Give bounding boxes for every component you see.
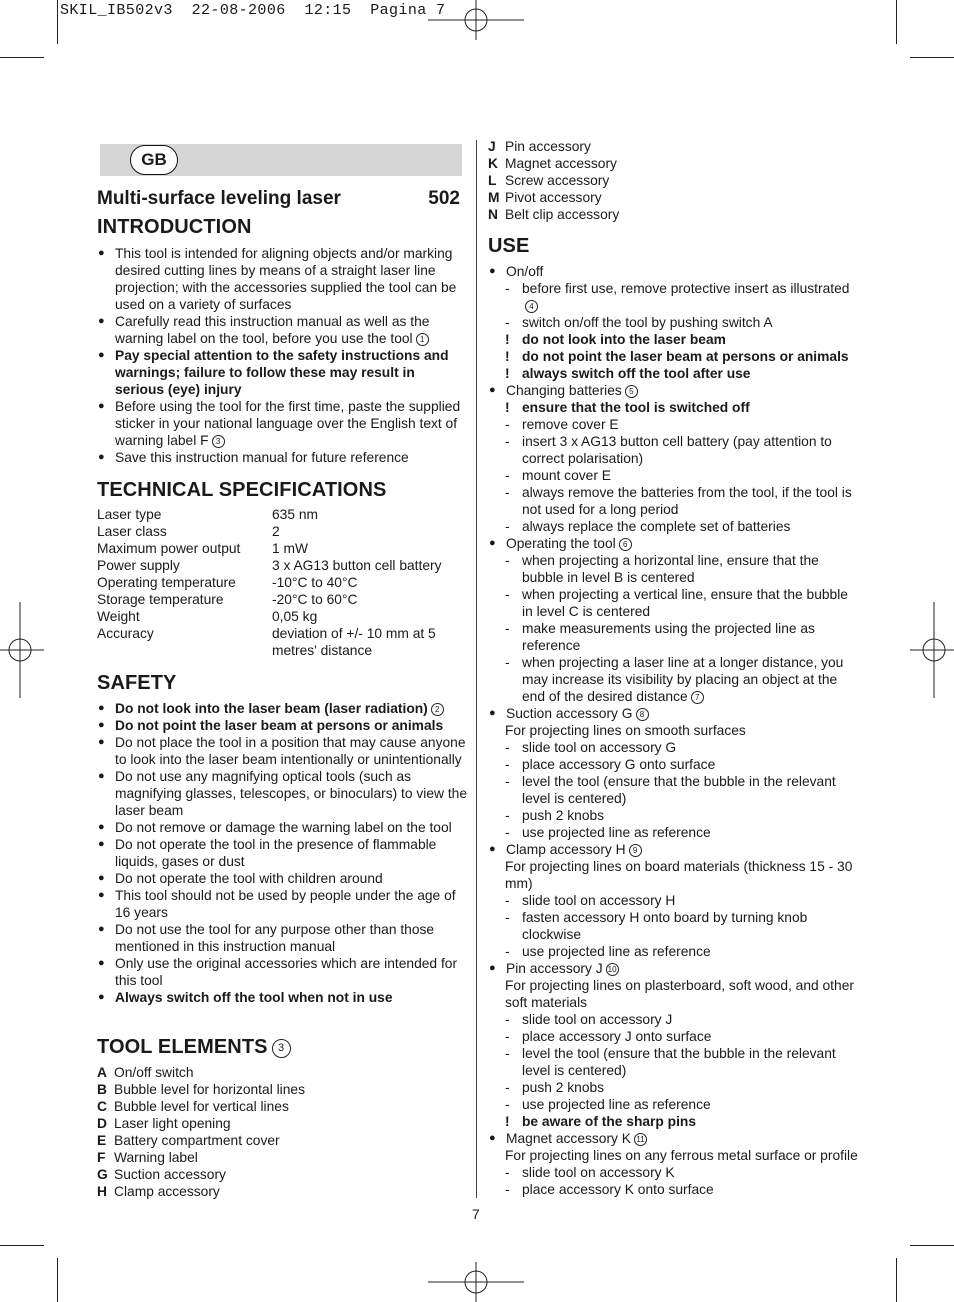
introduction-heading: INTRODUCTION bbox=[97, 216, 252, 238]
sub-item: - slide tool on accessory G bbox=[505, 740, 677, 755]
print-slug: SKIL_IB502v3 22-08-2006 12:15 Pagina 7 bbox=[60, 2, 446, 19]
list-item: N Belt clip accessory bbox=[488, 207, 620, 222]
list-item: ● Always switch off the tool when not in use bbox=[98, 990, 393, 1005]
spec-row: Laser class 2 bbox=[97, 524, 280, 539]
list-item: G Suction accessory bbox=[97, 1167, 226, 1182]
list-item: ● Operating the tool 6 bbox=[488, 535, 858, 552]
crop-mark bbox=[910, 57, 954, 58]
list-item: K Magnet accessory bbox=[488, 156, 617, 171]
figure-ref: 6 bbox=[619, 538, 632, 551]
list-item-text: For projecting lines on board materials (thickness 15 - 30 mm) bbox=[505, 859, 853, 891]
list-item: ● Do not remove or damage the warning label on the tool bbox=[98, 820, 452, 835]
figure-ref: 5 bbox=[625, 385, 638, 398]
product-name: Multi-surface leveling laser bbox=[97, 188, 341, 209]
sub-item: - place accessory K onto surface bbox=[505, 1182, 714, 1197]
list-item-text: For projecting lines on smooth surfaces bbox=[505, 723, 746, 738]
list-item: F Warning label bbox=[97, 1150, 198, 1165]
warning-item: ! be aware of the sharp pins bbox=[505, 1114, 697, 1129]
product-model: 502 bbox=[428, 188, 460, 209]
figure-ref: 9 bbox=[629, 844, 642, 857]
figure-ref: 11 bbox=[634, 1133, 647, 1146]
list-item: ● Do not operate the tool with children around bbox=[98, 871, 383, 886]
use-list bbox=[488, 263, 858, 1198]
crop-mark bbox=[0, 1245, 44, 1246]
sub-item: - remove cover E bbox=[505, 417, 619, 432]
sub-item: - slide tool on accessory H bbox=[505, 893, 676, 908]
crop-mark bbox=[57, 1258, 58, 1302]
sub-item: - place accessory G onto surface bbox=[505, 757, 716, 772]
spec-row: Maximum power output 1 mW bbox=[97, 541, 309, 556]
safety-list bbox=[97, 700, 467, 1006]
warning-item: ! ensure that the tool is switched off bbox=[505, 400, 750, 415]
warning-item: ! do not point the laser beam at persons or animals bbox=[505, 349, 849, 364]
sub-item: - make measurements using the projected line as reference bbox=[505, 621, 815, 653]
list-item: L Screw accessory bbox=[488, 173, 610, 188]
sub-item: - use projected line as reference bbox=[505, 944, 711, 959]
list-item: ● Do not operate the tool in the presence of flammable liquids, gases or dust bbox=[98, 837, 437, 869]
language-badge: GB bbox=[130, 145, 178, 175]
sub-item: - mount cover E bbox=[505, 468, 611, 483]
list-item: ● This tool is intended for aligning objects and/or marking desired cutting lines by means of a straight laser line projection; with the accessories supplied the tool can be used on a variety of surfaces bbox=[98, 246, 457, 312]
crop-mark bbox=[896, 0, 897, 44]
list-item: ● Suction accessory G 8 bbox=[488, 705, 858, 722]
figure-ref: 1 bbox=[416, 333, 429, 346]
sub-item: - when projecting a horizontal line, ensure that the bubble in level B is centered bbox=[505, 553, 819, 585]
crop-mark bbox=[57, 0, 58, 44]
crop-mark bbox=[896, 1258, 897, 1302]
spec-row: Power supply 3 x AG13 button cell battery bbox=[97, 558, 442, 573]
sub-item: - switch on/off the tool by pushing switch A bbox=[505, 315, 773, 330]
list-item: B Bubble level for horizontal lines bbox=[97, 1082, 305, 1097]
specs-heading: TECHNICAL SPECIFICATIONS bbox=[97, 479, 387, 501]
list-item-text: For projecting lines on any ferrous metal surface or profile bbox=[505, 1148, 858, 1163]
list-item: ● This tool should not be used by people under the age of 16 years bbox=[98, 888, 456, 920]
list-item: A On/off switch bbox=[97, 1065, 194, 1080]
list-item: ● Do not point the laser beam at persons or animals bbox=[98, 718, 444, 733]
specs-table bbox=[97, 506, 467, 659]
sub-item: - slide tool on accessory J bbox=[505, 1012, 673, 1027]
registration-mark-icon bbox=[0, 602, 44, 698]
sub-item: - insert 3 x AG13 button cell battery (pay attention to correct polarisation) bbox=[505, 434, 832, 466]
sub-item: - push 2 knobs bbox=[505, 1080, 605, 1095]
spec-row: Storage temperature -20°C to 60°C bbox=[97, 592, 358, 607]
list-item: ● Do not use any magnifying optical tools (such as magnifying glasses, telescopes, or binoculars) to view the laser beam bbox=[98, 769, 467, 818]
sub-item: - push 2 knobs bbox=[505, 808, 605, 823]
figure-ref: 3 bbox=[272, 1039, 291, 1058]
figure-ref: 8 bbox=[636, 708, 649, 721]
safety-heading: SAFETY bbox=[97, 672, 177, 694]
registration-mark-icon bbox=[428, 0, 524, 40]
list-item: ● Before using the tool for the first time, paste the supplied sticker in your national language over the English text of warning label F 3 bbox=[98, 399, 461, 448]
registration-mark-icon bbox=[428, 1262, 524, 1302]
column-divider bbox=[476, 140, 477, 1198]
figure-ref: 2 bbox=[431, 703, 444, 716]
sub-item: - fasten accessory H onto board by turning knob clockwise bbox=[505, 910, 808, 942]
sub-item: - level the tool (ensure that the bubble in the relevant level is centered) bbox=[505, 1046, 836, 1078]
list-item: ● Pay special attention to the safety instructions and warnings; failure to follow these may result in serious (eye) injury bbox=[98, 348, 449, 397]
figure-ref: 10 bbox=[606, 963, 619, 976]
list-item: ● Clamp accessory H 9 bbox=[488, 841, 858, 858]
warning-item: ! always switch off the tool after use bbox=[505, 366, 751, 381]
crop-mark bbox=[0, 57, 44, 58]
figure-ref: 3 bbox=[212, 435, 225, 448]
list-item-text: For projecting lines on plasterboard, soft wood, and other soft materials bbox=[505, 978, 854, 1010]
figure-ref: 4 bbox=[525, 300, 538, 313]
list-item: C Bubble level for vertical lines bbox=[97, 1099, 289, 1114]
list-item: M Pivot accessory bbox=[488, 190, 602, 205]
list-item: ● Carefully read this instruction manual as well as the warning label on the tool, before you use the tool 1 bbox=[98, 314, 430, 346]
list-item: ● Changing batteries 5 bbox=[488, 382, 858, 399]
sub-item: - when projecting a laser line at a longer distance, you may increase its visibility by placing an object at the end of the desired distance 7 bbox=[505, 655, 844, 704]
spec-row: Accuracy deviation of +/- 10 mm at 5 metres' distance bbox=[97, 626, 436, 658]
product-title bbox=[97, 188, 460, 210]
list-item: ● Pin accessory J 10 bbox=[488, 960, 858, 977]
list-item: ● Do not place the tool in a position that may cause anyone to look into the laser beam intentionally or unintentionally bbox=[98, 735, 466, 767]
list-item: ● Save this instruction manual for future reference bbox=[98, 450, 409, 465]
sub-item: - always replace the complete set of batteries bbox=[505, 519, 791, 534]
crop-mark bbox=[910, 1245, 954, 1246]
list-item: E Battery compartment cover bbox=[97, 1133, 280, 1148]
sub-item: - when projecting a vertical line, ensure that the bubble in level C is centered bbox=[505, 587, 848, 619]
list-item: J Pin accessory bbox=[488, 139, 591, 154]
spec-row: Laser type 635 nm bbox=[97, 507, 319, 522]
tool-elements-list bbox=[97, 1064, 467, 1200]
list-item: ● Do not use the tool for any purpose other than those mentioned in this instruction manual bbox=[98, 922, 435, 954]
tool-elements-list-cont bbox=[488, 138, 858, 223]
sub-item: - always remove the batteries from the tool, if the tool is not used for a long period bbox=[505, 485, 852, 517]
figure-ref: 7 bbox=[691, 691, 704, 704]
list-item: ● Only use the original accessories which are intended for this tool bbox=[98, 956, 458, 988]
spec-row: Operating temperature -10°C to 40°C bbox=[97, 575, 358, 590]
sub-item: - use projected line as reference bbox=[505, 825, 711, 840]
introduction-list bbox=[97, 245, 467, 466]
page-number: 7 bbox=[472, 1207, 480, 1222]
use-heading: USE bbox=[488, 235, 530, 257]
sub-item: - slide tool on accessory K bbox=[505, 1165, 675, 1180]
list-item: H Clamp accessory bbox=[97, 1184, 220, 1199]
warning-item: ! do not look into the laser beam bbox=[505, 332, 726, 347]
sub-item: - level the tool (ensure that the bubble in the relevant level is centered) bbox=[505, 774, 836, 806]
list-item: ● Magnet accessory K 11 bbox=[488, 1130, 858, 1147]
list-item: ● Do not look into the laser beam (laser radiation) 2 bbox=[97, 700, 467, 717]
list-item: D Laser light opening bbox=[97, 1116, 231, 1131]
sub-item: - use projected line as reference bbox=[505, 1097, 711, 1112]
sub-item: - place accessory J onto surface bbox=[505, 1029, 712, 1044]
list-item: ● On/off bbox=[489, 264, 544, 279]
registration-mark-icon bbox=[910, 602, 954, 698]
sub-item: - before first use, remove protective insert as illustrated4 bbox=[505, 281, 850, 311]
spec-row: Weight 0,05 kg bbox=[97, 609, 318, 624]
tool-elements-heading: TOOL ELEMENTS 3 bbox=[97, 1036, 291, 1059]
